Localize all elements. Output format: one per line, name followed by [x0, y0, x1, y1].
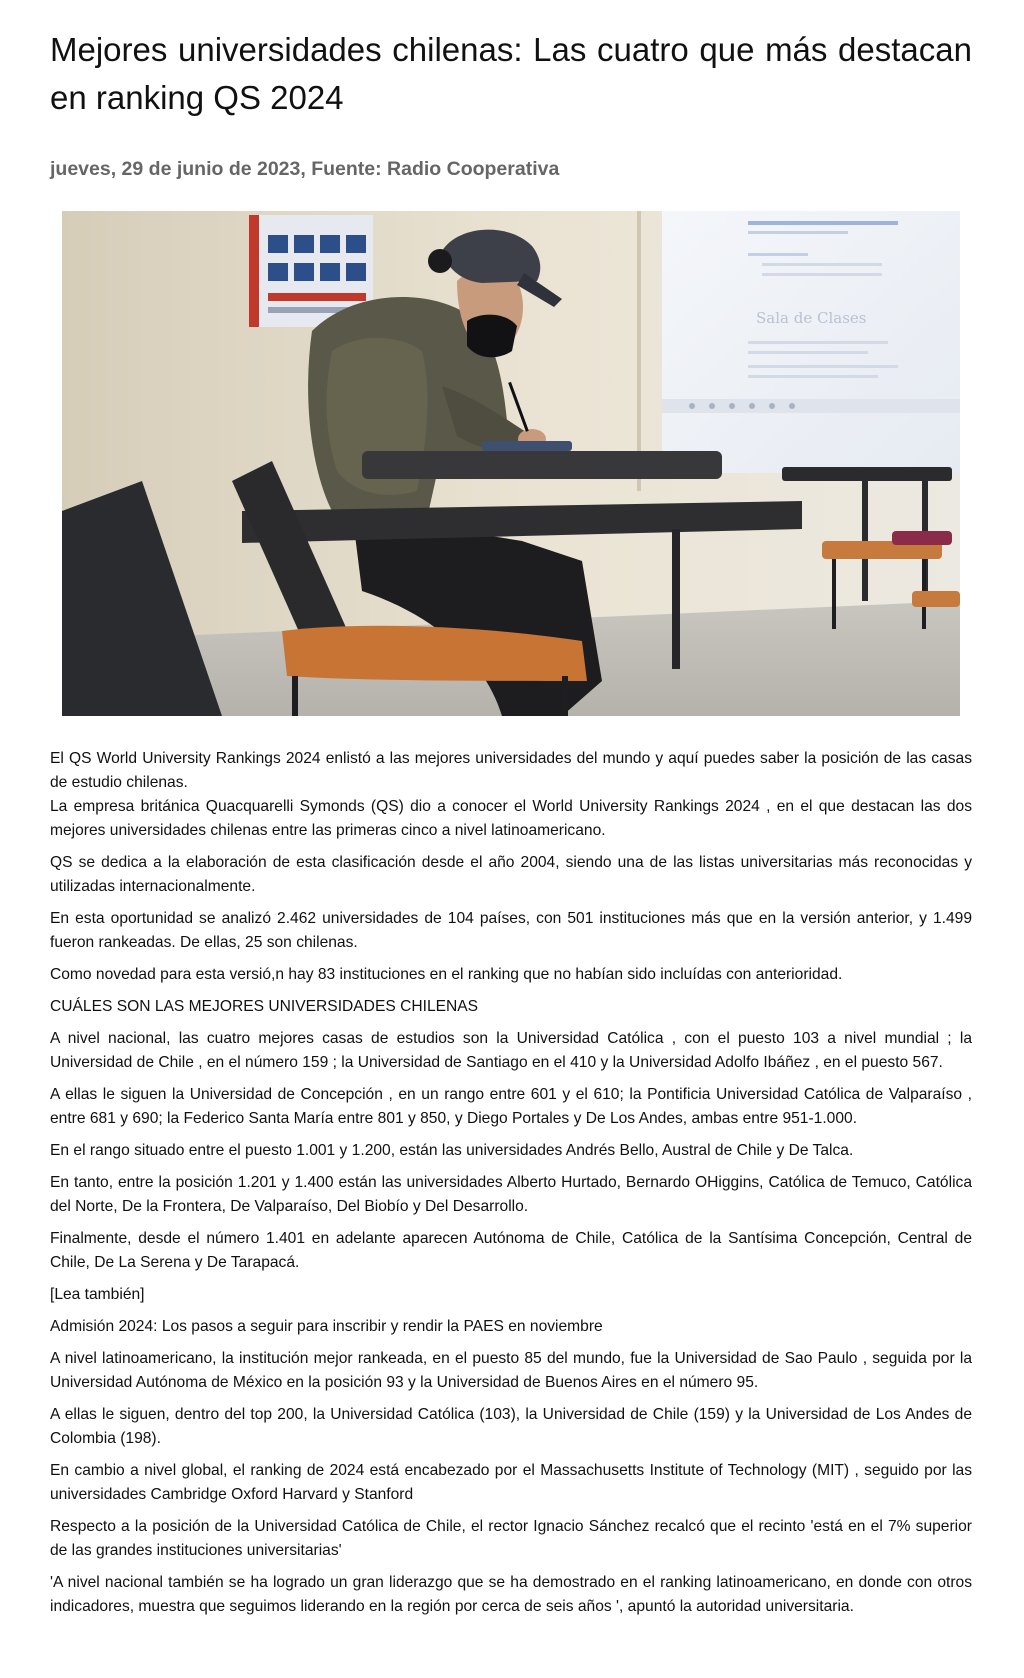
- section-heading: CUÁLES SON LAS MEJORES UNIVERSIDADES CHILENAS: [50, 998, 479, 1015]
- paragraph: A nivel nacional, las cuatro mejores casas de estudios son la Universidad Católica , con el puesto 103 a nivel mundial ; la Universidad de Chile , en el número 159 ; la Universidad de Santiago en el 410 y la Universidad Adolfo Ibáñez , en el puesto 567.: [50, 1030, 972, 1071]
- paragraph: El QS World University Rankings 2024 enlistó a las mejores universidades del mundo y aquí puedes saber la posición de las casas de estudio chilenas.: [50, 750, 972, 791]
- paragraph: La empresa británica Quacquarelli Symonds (QS) dio a conocer el World University Rankings 2024 , en el que destacan las dos mejores universidades chilenas entre las primeras cinco a nivel latinoamericano.: [50, 798, 972, 839]
- paragraph: QS se dedica a la elaboración de esta clasificación desde el año 2004, siendo una de las listas universitarias más reconocidas y utilizadas internacionalmente.: [50, 854, 972, 895]
- paragraph: En cambio a nivel global, el ranking de 2024 está encabezado por el Massachusetts Institute of Technology (MIT) , seguido por las universidades Cambridge Oxford Harvard y Stanford: [50, 1462, 972, 1503]
- paragraph: A ellas le siguen la Universidad de Concepción , en un rango entre 601 y el 610; la Pontificia Universidad Católica de Valparaíso , entre 681 y 690; la Federico Santa María entre 801 y 850, y Diego Portales y De Los Andes, ambas entre 951-1.000.: [50, 1086, 972, 1127]
- article-body: [50, 747, 972, 1627]
- read-also-link[interactable]: Admisión 2024: Los pasos a seguir para inscribir y rendir la PAES en noviembre: [50, 1318, 603, 1335]
- article-photo: [62, 211, 960, 716]
- paragraph: A ellas le siguen, dentro del top 200, la Universidad Católica (103), la Universidad de Chile (159) y la Universidad de Los Andes de Colombia (198).: [50, 1406, 972, 1447]
- projection-screen: [662, 211, 960, 473]
- article: [50, 0, 972, 1615]
- paragraph: En tanto, entre la posición 1.201 y 1.400 están las universidades Alberto Hurtado, Bernardo OHiggins, Católica de Temuco, Católica del Norte, De la Frontera, De Valparaíso, Del Biobío y Del Desarrollo.: [50, 1174, 972, 1215]
- paragraph: Como novedad para esta versió,n hay 83 instituciones en el ranking que no habían sido incluídas con anterioridad.: [50, 966, 843, 983]
- classroom-illustration: [62, 211, 960, 716]
- paragraph: Finalmente, desde el número 1.401 en adelante aparecen Autónoma de Chile, Católica de la Santísima Concepción, Central de Chile, De La Serena y De Tarapacá.: [50, 1230, 972, 1271]
- screen-heading: Sala de Clases: [756, 309, 867, 327]
- article-meta: jueves, 29 de junio de 2023, Fuente: Radio Cooperativa: [50, 158, 560, 180]
- paragraph: A nivel latinoamericano, la institución mejor rankeada, en el puesto 85 del mundo, fue la Universidad de Sao Paulo , seguida por la Universidad Autónoma de México en la posición 93 y la Universidad de Buenos Aires en el número 95.: [50, 1350, 972, 1391]
- paragraph: Respecto a la posición de la Universidad Católica de Chile, el rector Ignacio Sánchez recalcó que el recinto 'está en el 7% superior de las grandes instituciones universitarias': [50, 1518, 972, 1559]
- paragraph: 'A nivel nacional también se ha logrado un gran liderazgo que se ha demostrado en el ranking latinoamericano, en donde con otros indicadores, muestra que seguimos liderando en la región por cerca de seis años ', apuntó la autoridad universitaria.: [50, 1574, 972, 1615]
- paragraph: En el rango situado entre el puesto 1.001 y 1.200, están las universidades Andrés Bello, Austral de Chile y De Talca.: [50, 1142, 854, 1159]
- article-title: Mejores universidades chilenas: Las cuatro que más destacan en ranking QS 2024: [50, 31, 972, 116]
- paragraph: En esta oportunidad se analizó 2.462 universidades de 104 países, con 501 instituciones más que en la versión anterior, y 1.499 fueron rankeadas. De ellas, 25 son chilenas.: [50, 910, 972, 951]
- read-also-label: [Lea también]: [50, 1286, 145, 1303]
